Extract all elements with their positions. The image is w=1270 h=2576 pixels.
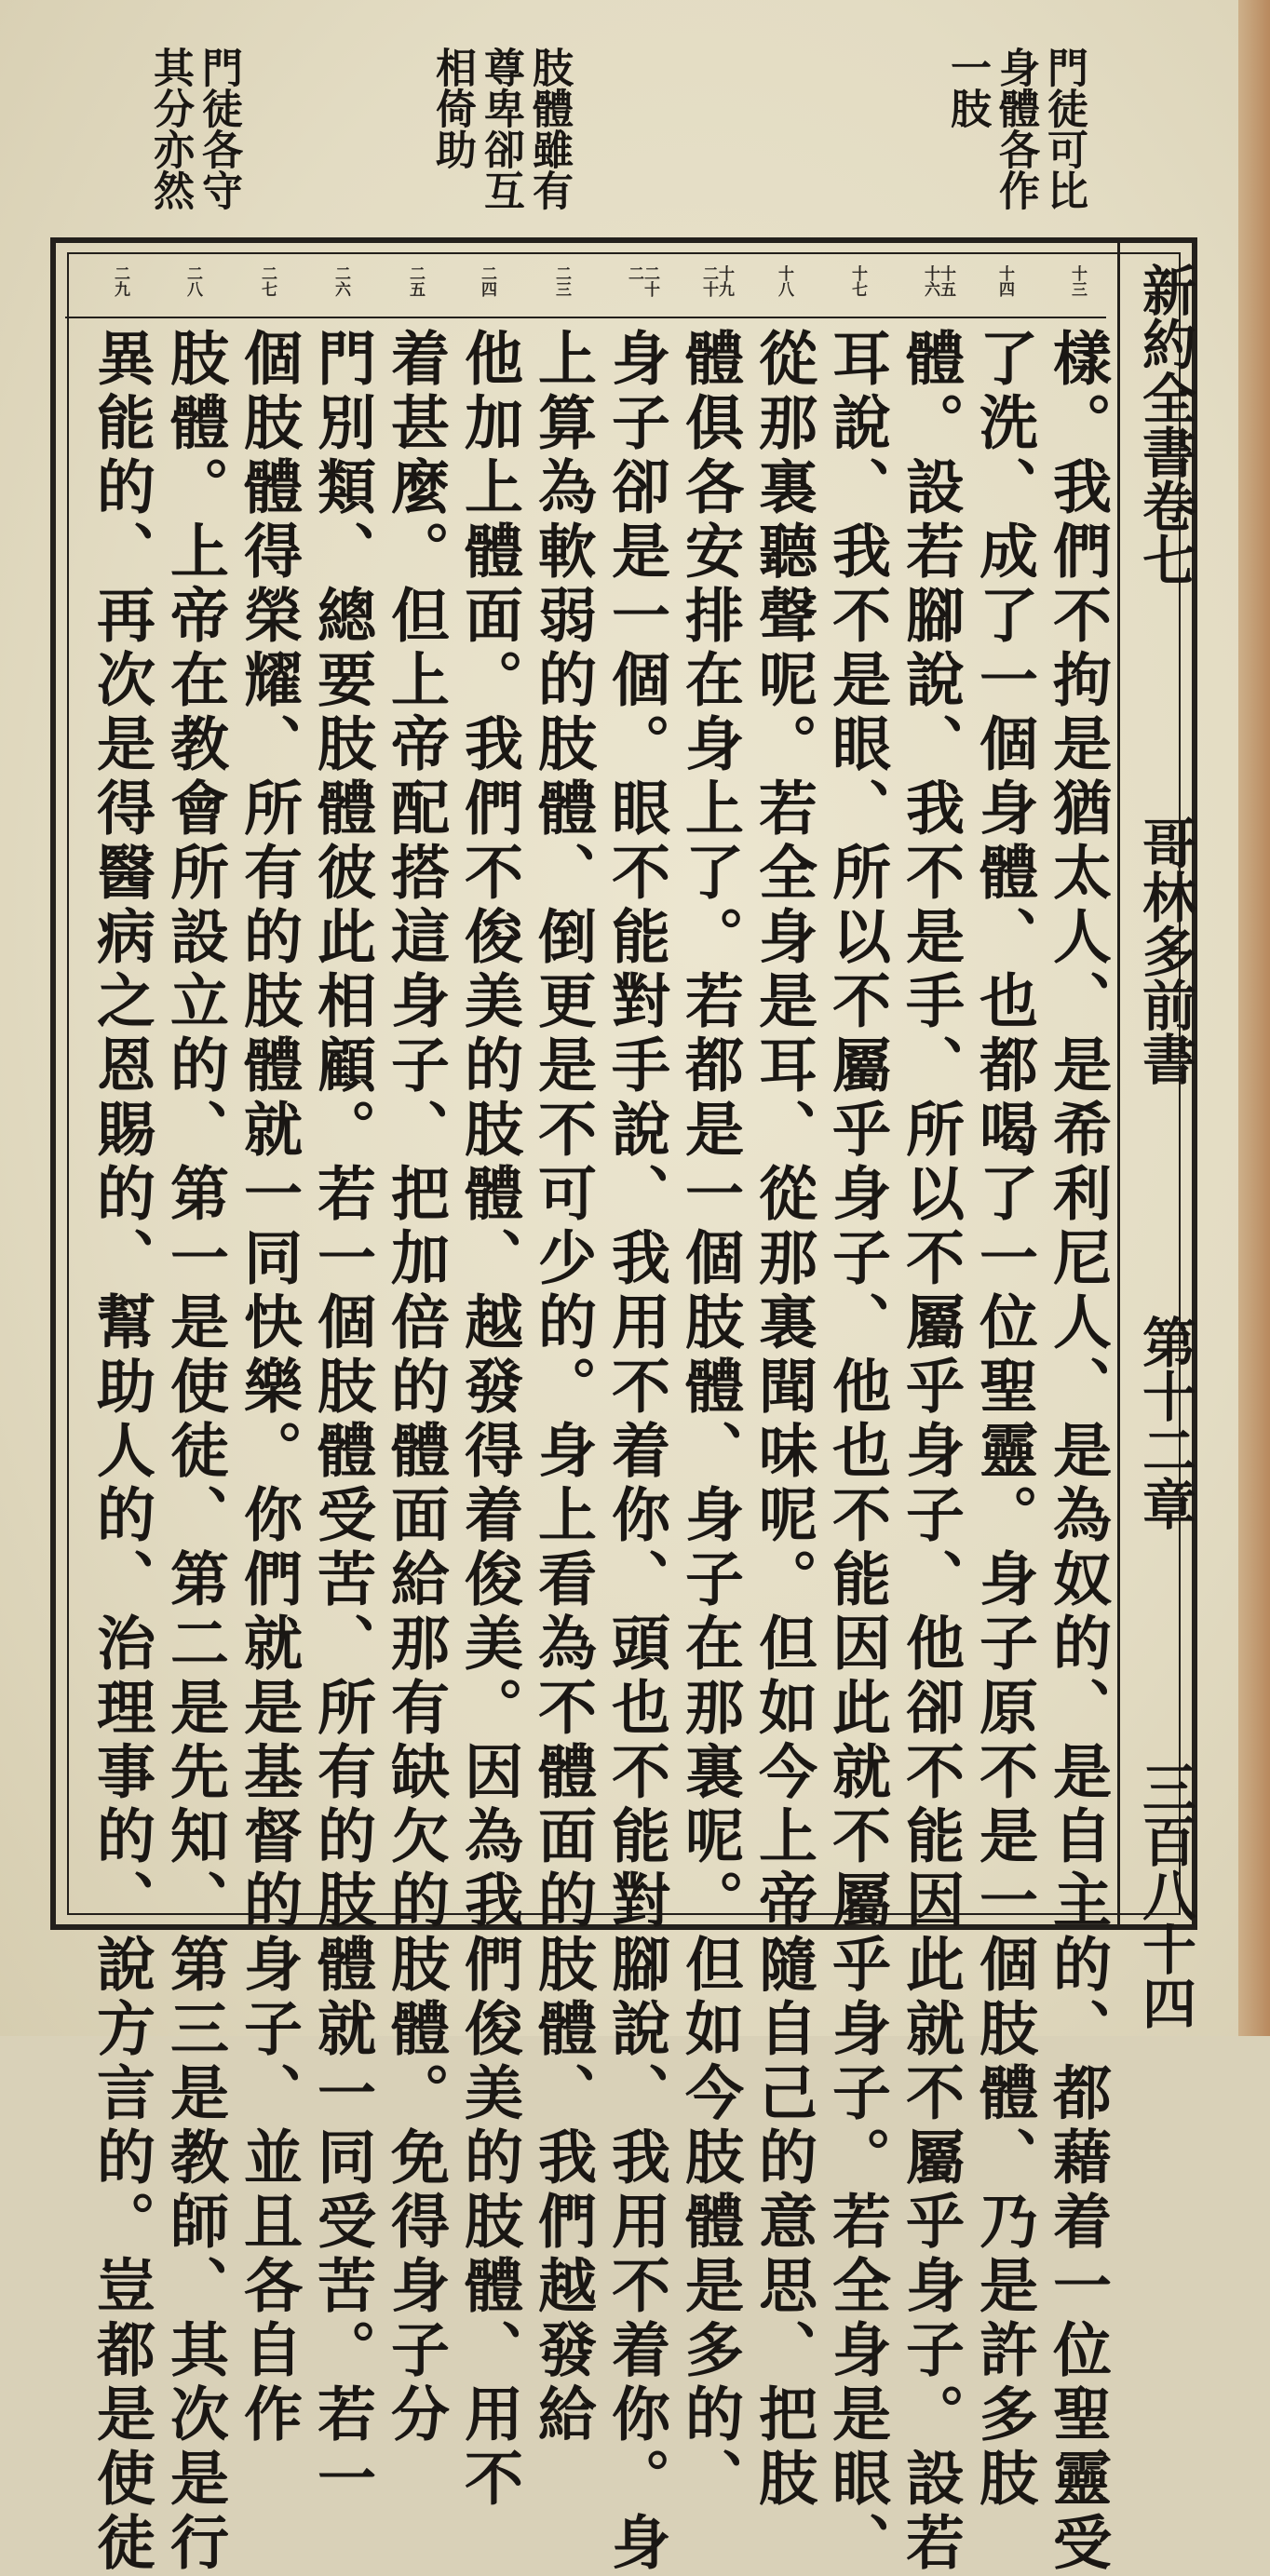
header-divider-line bbox=[1117, 237, 1120, 1930]
text-column: 樣。我們不拘是猶太人、是希利尼人、是為奴的、是自主的、都藉着一位聖靈受 bbox=[1044, 328, 1113, 2576]
verse-number: 十五十六 bbox=[921, 265, 955, 297]
top-note-2: 肢體雖有尊卑卻互相倚助 bbox=[428, 47, 573, 210]
text-column: 個肢體得榮耀、所有的肢體就一同快樂。你們就是基督的身子、並且各自作 bbox=[235, 328, 304, 2448]
verse-number: 十七 bbox=[848, 265, 867, 297]
verse-number: 二十二 bbox=[625, 265, 659, 297]
text-column: 體。設若腳說、我不是手、所以不屬乎身子、他卻不能因此就不屬乎身子。設若 bbox=[897, 328, 966, 2576]
verse-number: 十四 bbox=[995, 265, 1014, 297]
verse-number: 二六 bbox=[331, 265, 350, 297]
verse-number: 二七 bbox=[258, 265, 277, 297]
verse-number: 十八 bbox=[775, 265, 793, 297]
verse-number: 十九二十 bbox=[699, 265, 734, 297]
page-number: 三百八十四 bbox=[1133, 1760, 1196, 2030]
text-column: 門別類、總要肢體彼此相顧。若一個肢體受苦、所有的肢體就一同受苦。若一 bbox=[308, 328, 377, 2512]
text-column: 體俱各安排在身上了。若都是一個肢體、身子在那裏呢。但如今肢體是多的、 bbox=[676, 328, 745, 2512]
book-title: 新約全書卷七 bbox=[1133, 263, 1196, 587]
verse-number: 二九 bbox=[111, 265, 129, 297]
text-column: 他加上體面。我們不俊美的肢體、越發得着俊美。因為我們俊美的肢體、用不 bbox=[455, 328, 524, 2512]
text-column: 着甚麼。但上帝配搭這身子、把加倍的體面給那有缺欠的肢體。免得身子分 bbox=[382, 328, 451, 2448]
running-header bbox=[1133, 263, 1196, 2030]
verse-number-rule bbox=[65, 317, 1106, 318]
page-edge bbox=[1238, 0, 1270, 2036]
text-column: 肢體。上帝在教會所設立的、第一是使徒、第二是先知、第三是教師、其次是行 bbox=[161, 328, 230, 2576]
verse-number: 二三 bbox=[552, 265, 571, 297]
verse-number: 十三 bbox=[1068, 265, 1087, 297]
text-column: 了洗、成了一個身體、也都喝了一位聖靈。身子原不是一個肢體、乃是許多肢 bbox=[970, 328, 1039, 2512]
text-column: 從那裏聽聲呢。若全身是耳、從那裏聞味呢。但如今上帝隨自己的意思、把肢 bbox=[750, 328, 818, 2512]
verse-number: 二八 bbox=[183, 265, 202, 297]
top-note-1: 門徒可比身體各作一肢 bbox=[943, 47, 1088, 210]
top-note-3: 門徒各守其分亦然 bbox=[146, 47, 242, 210]
text-column: 異能的、再次是得醫病之恩賜的、幫助人的、治理事的、說方言的。豈都是使徒 bbox=[88, 328, 156, 2576]
chapter-title: 第十二章 bbox=[1133, 1315, 1196, 1531]
text-column: 耳說、我不是眼、所以不屬乎身子、他也不能因此就不屬乎身子。若全身是眼、 bbox=[823, 328, 892, 2576]
text-column: 身子卻是一個。眼不能對手說、我用不着你、頭也不能對腳說、我用不着你。身 bbox=[602, 328, 671, 2576]
verse-number: 二四 bbox=[478, 265, 496, 297]
text-column: 上算為軟弱的肢體、倒更是不可少的。身上看為不體面的肢體、我們越發給 bbox=[529, 328, 598, 2448]
verse-number: 二五 bbox=[406, 265, 425, 297]
epistle-title: 哥林多前書 bbox=[1133, 816, 1196, 1086]
